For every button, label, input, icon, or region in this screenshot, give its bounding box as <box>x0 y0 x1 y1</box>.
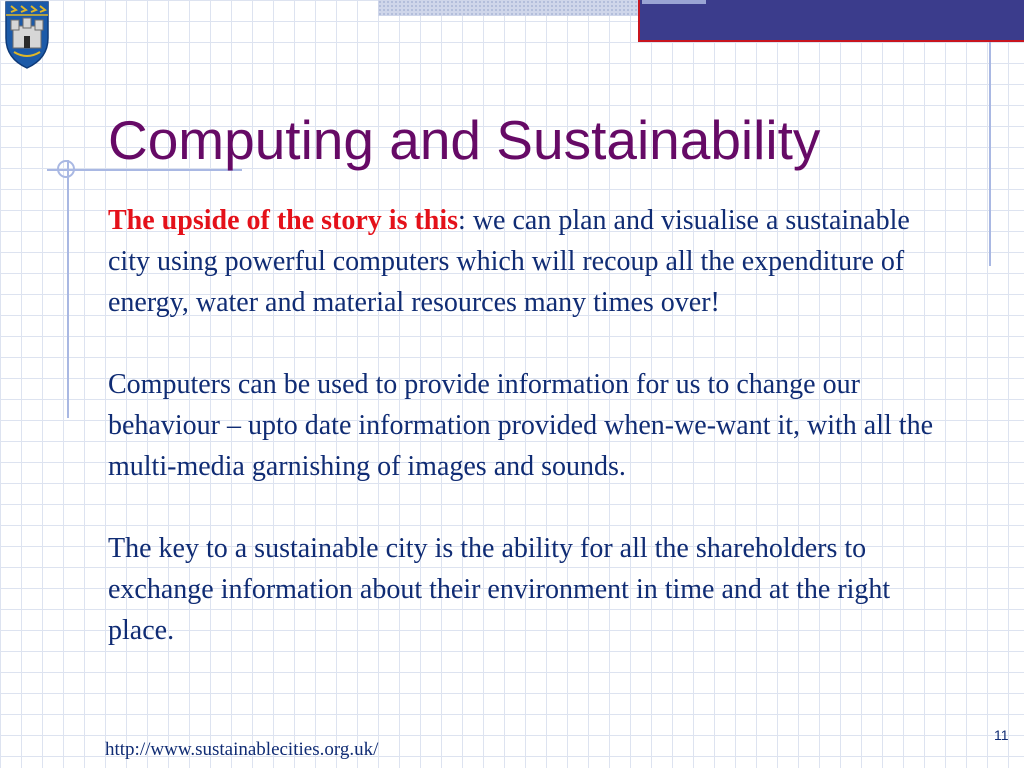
paragraph-1 <box>108 200 948 323</box>
decoration-vertical-line-right <box>989 42 991 266</box>
page-number: 11 <box>994 727 1009 743</box>
footer-url[interactable]: http://www.sustainablecities.org.uk/ <box>105 739 379 760</box>
paragraph-1-lead: The upside of the story is this <box>108 205 459 236</box>
decoration-vertical-line-left <box>67 160 69 418</box>
header-band <box>638 0 1024 42</box>
decoration-ring <box>57 160 75 178</box>
slide-body <box>108 200 948 651</box>
paragraph-1-text: : we can plan and visualise a sustainable city using powerful computers which will recoup all the expenditure of energy, water and material resources many times over! <box>108 205 910 318</box>
paragraph-2: Computers can be used to provide information for us to change our behaviour – upto date information provided when-we-want it, with all the multi-media garnishing of images and sounds. <box>108 369 934 482</box>
university-crest-icon <box>2 0 52 70</box>
paragraph-3: The key to a sustainable city is the ability for all the shareholders to exchange information about their environment in time and at the right place. <box>108 533 891 646</box>
header-decoration-pattern <box>378 0 638 16</box>
slide-title: Computing and Sustainability <box>108 109 821 171</box>
header-band-accent <box>642 0 706 4</box>
